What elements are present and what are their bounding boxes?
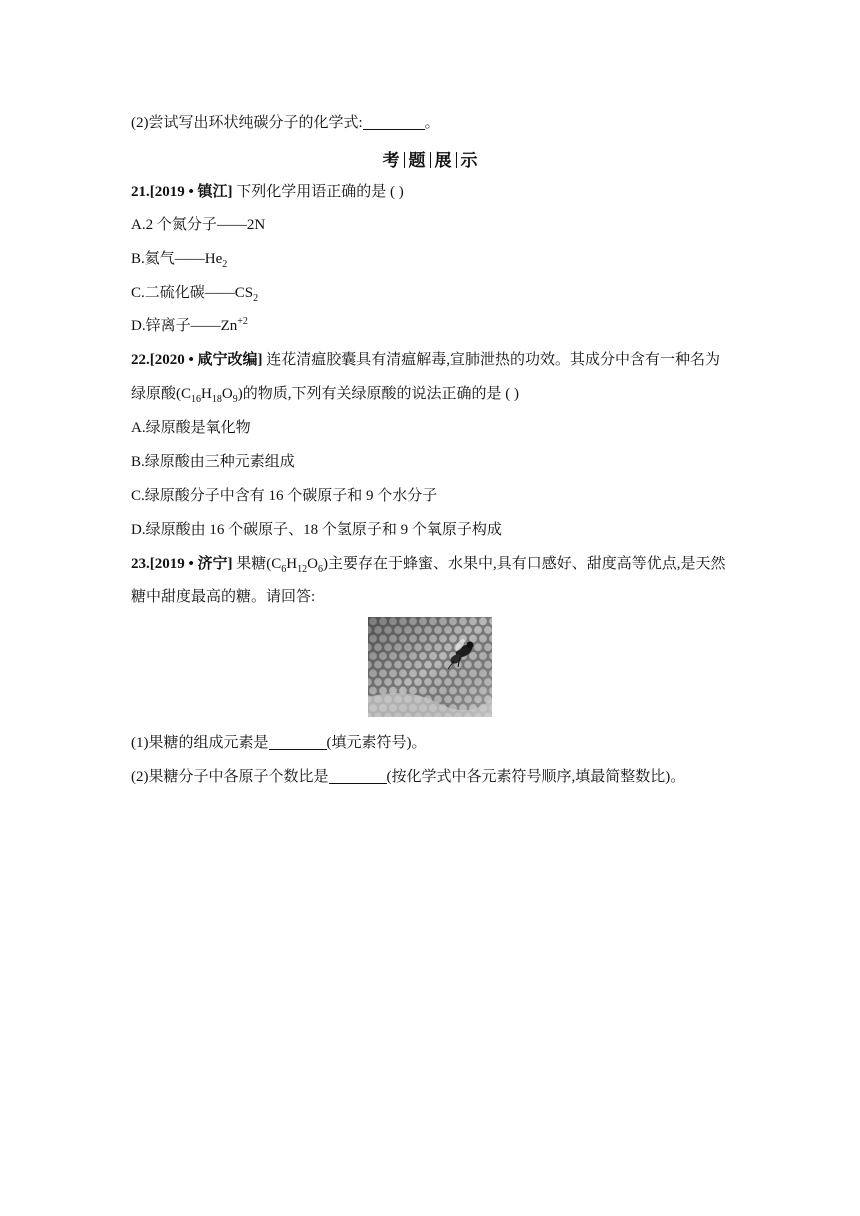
q21-option-a[interactable]: A.2 个氮分子——2N — [131, 217, 266, 233]
q23-part1: (1)果糖的组成元素是 (填元素符号)。 — [131, 735, 427, 751]
q21-option-d[interactable]: D.锌离子$——Zn^{+2}$ — [131, 316, 248, 334]
q21-stem: 21.[2019 • 镇江] 下列化学用语正确的是 ( ) — [131, 184, 404, 200]
q22-option-a[interactable]: A.绿原酸是氧化物 — [131, 420, 251, 436]
question-source: 23.[2019 • 济宁] — [131, 556, 233, 572]
answer-blank[interactable] — [329, 769, 387, 784]
answer-blank[interactable] — [363, 115, 425, 130]
q22-option-b[interactable]: B.绿原酸由三种元素组成 — [131, 454, 295, 470]
q22-stem-line1: 22.[2020 • 咸宁改编] 连花清瘟胶囊具有清瘟解毒,宣肺泄热的功效。其成分中含有一种名为 — [131, 352, 721, 368]
question-source: 22.[2020 • 咸宁改编] — [131, 352, 263, 368]
q22-option-c[interactable]: C.绿原酸分子中含有 16 个碳原子和 9 个水分子 — [131, 488, 438, 504]
q23-stem-line1: 23.[2019 • 济宁] 果糖$(C_6H_{12}O_6)$主要存在于蜂蜜、水果中,具有口感好、甜度高等优点,是天然 — [131, 556, 726, 575]
honeycomb-bee-photo — [368, 617, 492, 717]
question-source: 21.[2019 • 镇江] — [131, 184, 233, 200]
section-title: 考 题 展 示 — [382, 151, 478, 171]
q20-part2: (2)尝试写出环状纯碳分子的化学式: 。 — [131, 115, 440, 131]
q23-part2: (2)果糖分子中各原子个数比是 (按化学式中各元素符号顺序,填最简整数比)。 — [131, 769, 686, 785]
q21-option-c[interactable]: C.二硫化碳$——CS_2$ — [131, 285, 259, 304]
q21-option-b[interactable]: B.氦气$——He_2$ — [131, 251, 228, 270]
q22-stem-line2: 绿原酸$(C_{16}H_{18}O_9)$的物质,下列有关绿原酸的说法正确的是 ( ) — [131, 386, 519, 405]
answer-blank[interactable] — [269, 735, 327, 750]
q23-stem-line2: 糖中甜度最高的糖。请回答: — [131, 589, 316, 605]
q22-option-d[interactable]: D.绿原酸由 16 个碳原子、18 个氢原子和 9 个氧原子构成 — [131, 522, 502, 538]
